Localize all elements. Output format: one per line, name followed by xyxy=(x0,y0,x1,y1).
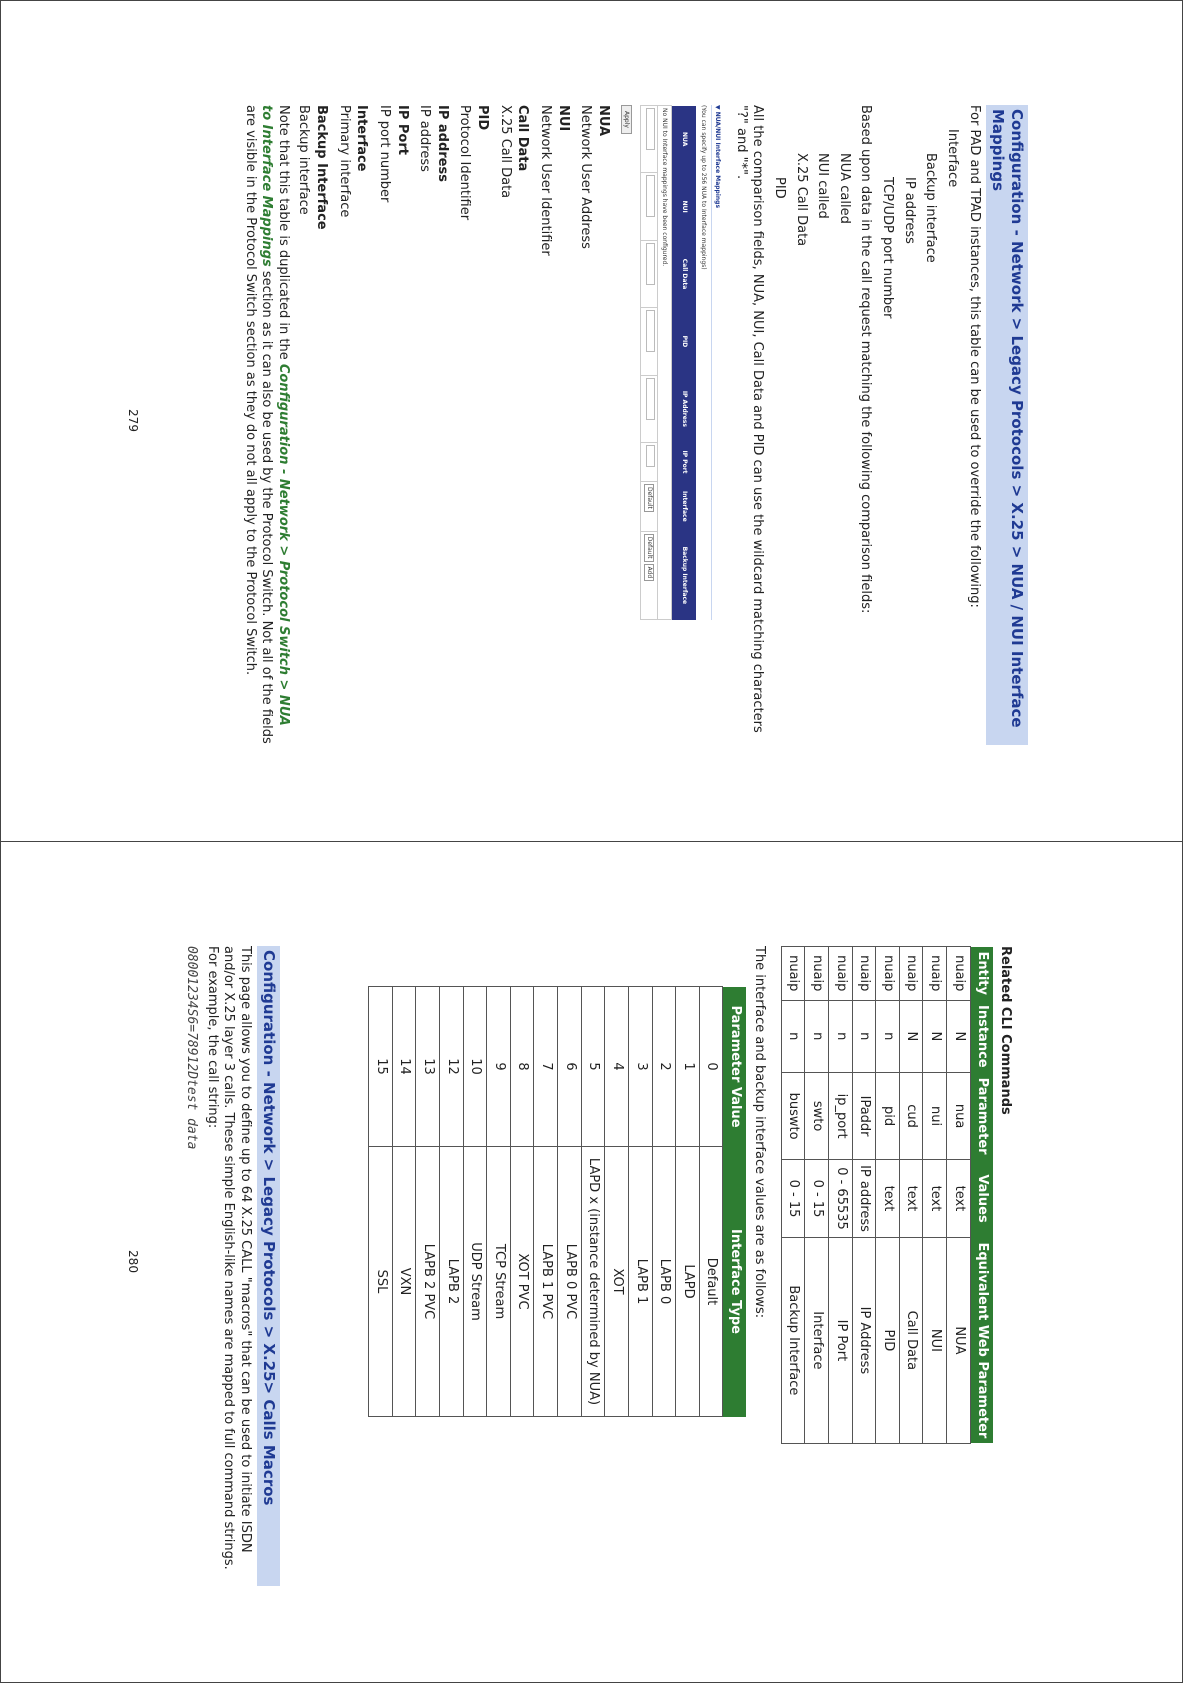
cell: LAPB 0 PVC xyxy=(558,1147,582,1417)
list-item: PID xyxy=(772,177,787,199)
column-header: Parameter xyxy=(970,1073,993,1160)
cell: LAPD xyxy=(676,1147,700,1417)
cell: nuaip xyxy=(876,947,900,1001)
cell: n xyxy=(852,1000,876,1073)
new-mapping-row xyxy=(641,106,658,620)
table-row xyxy=(369,987,393,1417)
duplicate-note xyxy=(241,105,291,745)
table-row xyxy=(876,947,900,1444)
list-item: X.25 Call Data xyxy=(793,153,809,247)
cell: 5 xyxy=(581,987,605,1147)
column-header: Parameter Value xyxy=(723,987,746,1147)
cell: 12 xyxy=(440,987,464,1147)
cell: text xyxy=(876,1160,900,1238)
cell: nui xyxy=(923,1073,947,1160)
table-row xyxy=(629,987,653,1417)
list-item: Interface xyxy=(945,129,960,188)
definition-term: NUI xyxy=(555,105,571,132)
cell: TCP Stream xyxy=(487,1147,511,1417)
comparison-list xyxy=(770,105,852,745)
nui-input[interactable] xyxy=(646,175,655,217)
cell: VXN xyxy=(392,1147,416,1417)
column-header: Instance xyxy=(970,1000,993,1073)
cell: cud xyxy=(899,1073,923,1160)
nua-input[interactable] xyxy=(646,108,655,150)
table-row xyxy=(581,987,605,1417)
interface-table xyxy=(368,986,746,1417)
cell: PID xyxy=(876,1237,900,1443)
definition-desc: X.25 Call Data xyxy=(497,105,513,199)
cell: 9 xyxy=(487,987,511,1147)
cell: 4 xyxy=(605,987,629,1147)
definition-desc: Primary interface xyxy=(336,105,352,218)
table-row xyxy=(558,987,582,1417)
call-data-input[interactable] xyxy=(646,243,655,285)
list-item: NUI called xyxy=(815,153,831,219)
cell: Backup Interface xyxy=(781,1237,805,1443)
cli-title: Related CLI Commands xyxy=(998,946,1013,1115)
add-button[interactable]: Add xyxy=(644,564,654,582)
cell: NUI xyxy=(923,1237,947,1443)
page-279 xyxy=(0,0,1183,841)
definitions xyxy=(295,105,611,745)
column-header: Backup Interface xyxy=(672,531,696,619)
protocol-switch-link[interactable]: Configuration - Network > Protocol Switch > NUA to Interface Mappings xyxy=(259,105,291,726)
column-header: Interface Type xyxy=(723,1147,746,1417)
cell: text xyxy=(947,1160,971,1238)
list-item: NUA called xyxy=(836,153,852,224)
cell: nua xyxy=(947,1073,971,1160)
cell: NUA xyxy=(947,1237,971,1443)
cell: LAPD x (instance determined by NUA) xyxy=(581,1147,605,1417)
cell: SSL xyxy=(369,1147,393,1417)
macros-text: This page allows you to define up to 64 X.25 CALL "macros" that can be used to initiate ISDN and/or X.25 layer 3 calls. These simple English-like names are mapped to full command strings. For example, the call string: xyxy=(204,946,253,1570)
cell: Interface xyxy=(805,1237,829,1443)
example-call-string: 08001234S6=78912Dtest data xyxy=(183,946,199,1150)
table-row xyxy=(805,947,829,1444)
cell: n xyxy=(781,1000,805,1073)
definition-desc: Network User Address xyxy=(578,105,594,249)
cell: XOT xyxy=(605,1147,629,1417)
interface-select[interactable]: Default xyxy=(644,484,654,512)
definition-desc: Protocol Identifier xyxy=(457,105,473,221)
table-row xyxy=(487,987,511,1417)
cell: IP Address xyxy=(852,1237,876,1443)
cell: 0 - 65535 xyxy=(829,1160,853,1238)
cell: 10 xyxy=(463,987,487,1147)
definition-term: IP address xyxy=(434,105,450,182)
empty-message: No NUI to Interface mappings have been configured. xyxy=(658,106,672,620)
list-item: Backup interface xyxy=(923,153,939,263)
cell: ip_port xyxy=(829,1073,853,1160)
table-row xyxy=(652,987,676,1417)
cell: 2 xyxy=(652,987,676,1147)
table-row xyxy=(829,947,853,1444)
cell: 14 xyxy=(392,987,416,1147)
cell: pid xyxy=(876,1073,900,1160)
definition-desc: Backup interface xyxy=(296,105,312,215)
cell: LAPB 1 xyxy=(629,1147,653,1417)
intro-text: For PAD and TPAD instances, this table can be used to override the following: xyxy=(966,105,982,608)
cell: nuaip xyxy=(899,947,923,1001)
cell: n xyxy=(876,1000,900,1073)
cell: IP Port xyxy=(829,1237,853,1443)
page-280 xyxy=(0,841,1183,1682)
column-header: Interface xyxy=(672,481,696,531)
table-row xyxy=(781,947,805,1444)
cell: UDP Stream xyxy=(463,1147,487,1417)
cell: swto xyxy=(805,1073,829,1160)
list-item: IP address xyxy=(901,177,917,244)
table-row xyxy=(676,987,700,1417)
based-on-text: Based upon data in the call request matching the following comparison fields: xyxy=(858,105,874,614)
cell: XOT PVC xyxy=(510,1147,534,1417)
cell: LAPB 2 PVC xyxy=(416,1147,440,1417)
cell: 6 xyxy=(558,987,582,1147)
cell: IPaddr xyxy=(852,1073,876,1160)
definition-desc: IP address xyxy=(417,105,433,172)
table-row xyxy=(440,987,464,1417)
form-title: ▼ NUA/NUI Interface Mappings xyxy=(711,105,722,620)
table-row xyxy=(510,987,534,1417)
interface-intro: The interface and backup interface values are as follows: xyxy=(751,946,767,1319)
column-header: Equivalent Web Parameter xyxy=(970,1237,993,1443)
cell: nuaip xyxy=(852,947,876,1001)
cell: LAPB 0 xyxy=(652,1147,676,1417)
section-heading-2: Configuration - Network > Legacy Protocols > X.25> Calls Macros xyxy=(257,946,280,1586)
definition-term: Interface xyxy=(354,105,370,172)
table-row xyxy=(852,947,876,1444)
table-row xyxy=(463,987,487,1417)
table-row xyxy=(923,947,947,1444)
cell: N xyxy=(899,1000,923,1073)
cell: N xyxy=(947,1000,971,1073)
cell: 0 xyxy=(699,987,723,1147)
cell: 8 xyxy=(510,987,534,1147)
cell: 1 xyxy=(676,987,700,1147)
list-item: TCP/UDP port number xyxy=(880,177,896,319)
table-row xyxy=(392,987,416,1417)
definition-term: PID xyxy=(475,105,491,131)
note-text: Note that this table is duplicated in the xyxy=(275,105,291,364)
definition-term: IP Port xyxy=(394,105,410,155)
definition-term: Call Data xyxy=(515,105,531,172)
cell: Default xyxy=(699,1147,723,1417)
definition-term: Backup Interface xyxy=(314,105,330,230)
wildcard-note: All the comparison fields, NUA, NUI, Call Data and PID can use the wildcard matching characters "?" and "*". xyxy=(733,105,766,733)
ip-port-input[interactable] xyxy=(646,445,655,467)
mappings-table xyxy=(640,105,695,620)
cell: 15 xyxy=(369,987,393,1147)
cell: LAPB 1 PVC xyxy=(534,1147,558,1417)
definition-term: NUA xyxy=(595,105,611,137)
column-header: IP Address xyxy=(672,375,696,442)
table-row xyxy=(416,987,440,1417)
page-number: 279 xyxy=(126,409,140,432)
mappings-form-screenshot xyxy=(621,105,722,620)
column-header: NUA xyxy=(672,106,696,173)
column-header: NUI xyxy=(672,173,696,240)
cell: 7 xyxy=(534,987,558,1147)
column-header: Call Data xyxy=(672,240,696,307)
override-list xyxy=(879,105,961,745)
table-row xyxy=(605,987,629,1417)
cell: n xyxy=(829,1000,853,1073)
cell: nuaip xyxy=(923,947,947,1001)
cell: text xyxy=(923,1160,947,1238)
note-text: section as it can also be used by the Protocol Switch. Not all of the fields are visible in the Protocol Switch section as they do not all apply to the Protocol Switch. xyxy=(242,105,275,744)
cell: LAPB 2 xyxy=(440,1147,464,1417)
column-header: PID xyxy=(672,308,696,375)
definition-desc: Network User Identifier xyxy=(537,105,553,256)
cell: nuaip xyxy=(805,947,829,1001)
cell: 0 - 15 xyxy=(805,1160,829,1238)
cell: nuaip xyxy=(829,947,853,1001)
cell: nuaip xyxy=(781,947,805,1001)
cli-table xyxy=(781,946,994,1444)
cell: IP address xyxy=(852,1160,876,1238)
cell: N xyxy=(923,1000,947,1073)
cell: n xyxy=(805,1000,829,1073)
ip-address-input[interactable] xyxy=(646,378,655,420)
column-header: Entity xyxy=(970,947,993,1001)
cell: 0 - 15 xyxy=(781,1160,805,1238)
table-row xyxy=(899,947,923,1444)
cell: Call Data xyxy=(899,1237,923,1443)
table-row xyxy=(699,987,723,1417)
cell: buswto xyxy=(781,1073,805,1160)
table-row xyxy=(534,987,558,1417)
pid-input[interactable] xyxy=(646,310,655,352)
cell: 13 xyxy=(416,987,440,1147)
definition-desc: IP port number xyxy=(376,105,392,203)
backup-interface-select[interactable]: Default xyxy=(644,534,654,562)
table-row xyxy=(947,947,971,1444)
apply-button[interactable]: Apply xyxy=(621,105,633,134)
column-header: IP Port xyxy=(672,443,696,482)
column-header: Values xyxy=(970,1160,993,1238)
page-number: 280 xyxy=(126,1250,140,1273)
section-heading: Configuration - Network > Legacy Protocols > X.25 > NUA / NUI Interface Mappings xyxy=(986,105,1028,745)
cell: 3 xyxy=(629,987,653,1147)
cell: text xyxy=(899,1160,923,1238)
form-note: (You can specify up to 256 NUA to Interface mappings) xyxy=(700,105,708,270)
cell: nuaip xyxy=(947,947,971,1001)
